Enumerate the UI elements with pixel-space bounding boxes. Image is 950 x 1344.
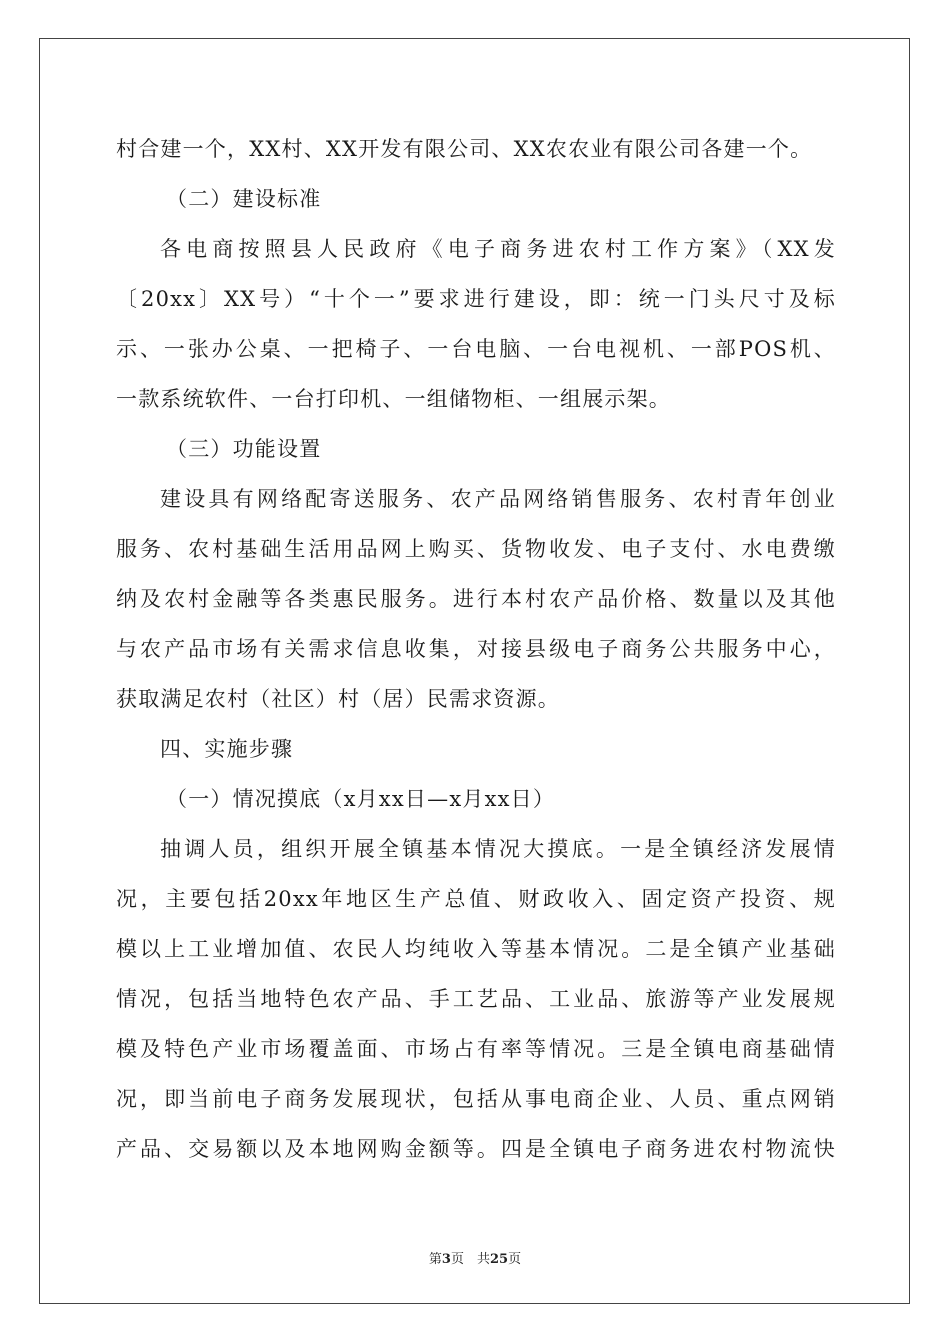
text-line: 与农产品市场有关需求信息收集，对接县级电子商务公共服务中心， (116, 637, 836, 661)
page-footer (0, 1248, 950, 1267)
text-line: 情况，包括当地特色农产品、手工艺品、工业品、旅游等产业发展规 (116, 987, 836, 1011)
text-line: 纳及农村金融等各类惠民服务。进行本村农产品价格、数量以及其他 (116, 587, 836, 611)
current-page-number: 3 (441, 1252, 451, 1267)
text-line: （二）建设标准 (166, 187, 322, 211)
text-line: 示、一张办公桌、一把椅子、一台电脑、一台电视机、一部POS机、 (116, 337, 836, 361)
footer-suffix: 页 (508, 1252, 522, 1267)
text-line: 一款系统软件、一台打印机、一组储物柜、一组展示架。 (116, 387, 671, 411)
footer-middle: 页 共 (450, 1252, 490, 1267)
text-line: 抽调人员，组织开展全镇基本情况大摸底。一是全镇经济发展情 (160, 837, 836, 861)
text-line: 模及特色产业市场覆盖面、市场占有率等情况。三是全镇电商基础情 (116, 1037, 836, 1061)
document-body (116, 124, 836, 1174)
total-pages-number: 25 (489, 1252, 509, 1267)
text-line: 服务、农村基础生活用品网上购买、货物收发、电子支付、水电费缴 (116, 537, 836, 561)
text-line: 产品、交易额以及本地网购金额等。四是全镇电子商务进农村物流快 (116, 1137, 836, 1161)
text-line: 获取满足农村（社区）村（居）民需求资源。 (116, 687, 560, 711)
text-line: 模以上工业增加值、农民人均纯收入等基本情况。二是全镇产业基础 (116, 937, 836, 961)
text-line: 况，即当前电子商务发展现状，包括从事电商企业、人员、重点网销 (116, 1087, 836, 1111)
text-line: （一）情况摸底（x月xx日—x月xx日） (166, 787, 556, 811)
text-line: （三）功能设置 (166, 437, 322, 461)
text-line: 建设具有网络配寄送服务、农产品网络销售服务、农村青年创业 (160, 487, 836, 511)
text-line: 各电商按照县人民政府《电子商务进农村工作方案》（XX发 (160, 237, 836, 261)
text-line: 四、实施步骤 (160, 737, 294, 761)
text-line: 村合建一个，XX村、XX开发有限公司、XX农农业有限公司各建一个。 (116, 137, 813, 161)
footer-prefix: 第 (428, 1252, 442, 1267)
text-line: 况，主要包括20xx年地区生产总值、财政收入、固定资产投资、规 (116, 887, 836, 911)
text-line: 〔20xx〕XX号）“十个一”要求进行建设，即：统一门头尺寸及标 (116, 287, 836, 311)
